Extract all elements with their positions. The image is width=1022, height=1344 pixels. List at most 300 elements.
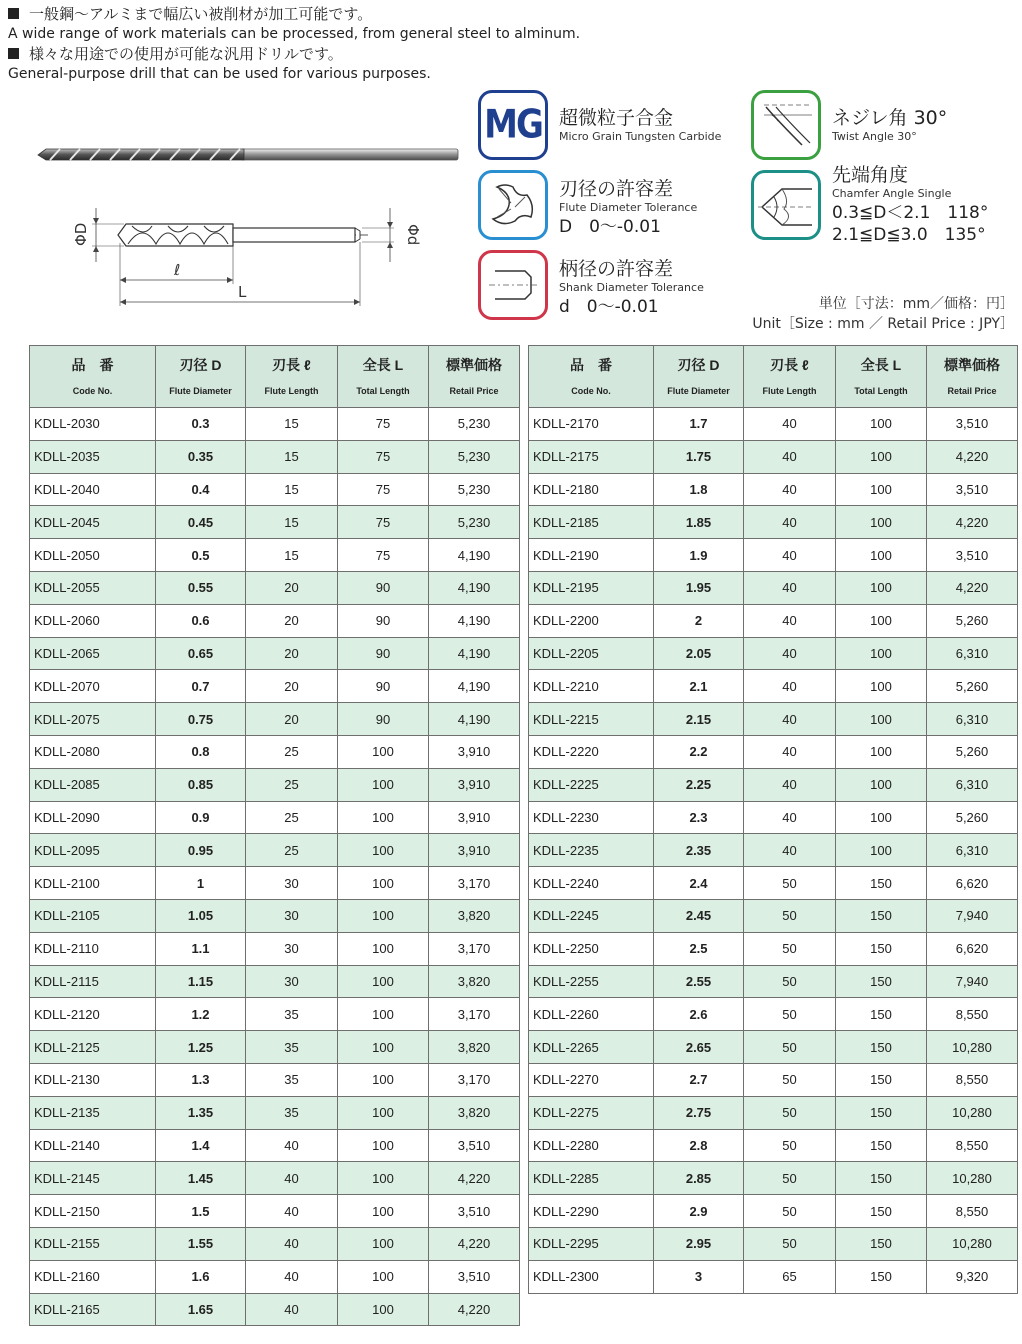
- table-row: [529, 867, 1018, 900]
- flute-length-cell: 35: [246, 1096, 338, 1129]
- total-length-cell: 100: [338, 1227, 429, 1260]
- code-cell: KDLL-2265: [529, 1031, 654, 1064]
- flute-diameter-cell: 2.35: [654, 834, 744, 867]
- flute-length-cell: 40: [744, 703, 836, 736]
- retail-price-cell: 10,280: [927, 1031, 1018, 1064]
- table-row: [30, 834, 520, 867]
- shank-tolerance-title-en: Shank Diameter Tolerance: [559, 281, 704, 294]
- retail-price-cell: 5,230: [429, 408, 520, 441]
- flute-length-label: ℓ: [174, 261, 181, 279]
- header-flute-diameter: 刃径 D Flute Diameter: [654, 346, 744, 408]
- total-length-cell: 100: [338, 1063, 429, 1096]
- code-cell: KDLL-2165: [30, 1293, 156, 1326]
- retail-price-cell: 3,910: [429, 768, 520, 801]
- table-row: [529, 1096, 1018, 1129]
- code-cell: KDLL-2190: [529, 539, 654, 572]
- retail-price-cell: 6,310: [927, 834, 1018, 867]
- flute-diameter-cell: 2.75: [654, 1096, 744, 1129]
- code-cell: KDLL-2050: [30, 539, 156, 572]
- flute-diameter-cell: 2.5: [654, 932, 744, 965]
- flute-length-cell: 50: [744, 867, 836, 900]
- total-length-cell: 100: [836, 703, 927, 736]
- table-header-row: [529, 346, 1018, 408]
- flute-length-cell: 50: [744, 965, 836, 998]
- code-cell: KDLL-2220: [529, 735, 654, 768]
- code-cell: KDLL-2180: [529, 473, 654, 506]
- intro-line2-jp: 様々な用途での使用が可能な汎用ドリルです。: [8, 44, 708, 64]
- flute-diameter-cell: 0.85: [156, 768, 246, 801]
- flute-diameter-cell: 1.85: [654, 506, 744, 539]
- total-length-cell: 100: [338, 801, 429, 834]
- flute-diameter-cell: 1.4: [156, 1129, 246, 1162]
- flute-diameter-cell: 2.15: [654, 703, 744, 736]
- twist-angle-icon: [754, 93, 818, 157]
- header-total-length: 全長 L Total Length: [836, 346, 927, 408]
- retail-price-cell: 4,220: [429, 1162, 520, 1195]
- retail-price-cell: 4,190: [429, 604, 520, 637]
- flute-diameter-cell: 2.55: [654, 965, 744, 998]
- chamfer-angle-title-jp: 先端角度: [832, 164, 909, 186]
- code-cell: KDLL-2170: [529, 408, 654, 441]
- table-row: [30, 604, 520, 637]
- table-row: [30, 998, 520, 1031]
- retail-price-cell: 5,260: [927, 604, 1018, 637]
- retail-price-cell: 4,190: [429, 637, 520, 670]
- code-cell: KDLL-2035: [30, 440, 156, 473]
- flute-diameter-cell: 0.4: [156, 473, 246, 506]
- table-row: [30, 571, 520, 604]
- code-cell: KDLL-2055: [30, 571, 156, 604]
- total-length-cell: 150: [836, 1260, 927, 1293]
- flute-length-cell: 15: [246, 506, 338, 539]
- code-cell: KDLL-2065: [30, 637, 156, 670]
- header-flute-diameter: 刃径 D Flute Diameter: [156, 346, 246, 408]
- table-row: [529, 637, 1018, 670]
- header-total-length: 全長 L Total Length: [338, 346, 429, 408]
- code-cell: KDLL-2160: [30, 1260, 156, 1293]
- price-table-left: [29, 345, 520, 1326]
- flute-diameter-cell: 1.1: [156, 932, 246, 965]
- total-length-cell: 100: [836, 604, 927, 637]
- twist-angle-badge: [751, 90, 821, 160]
- code-cell: KDLL-2280: [529, 1129, 654, 1162]
- table-row: [529, 506, 1018, 539]
- code-cell: KDLL-2275: [529, 1096, 654, 1129]
- retail-price-cell: 8,550: [927, 998, 1018, 1031]
- flute-length-cell: 40: [744, 408, 836, 441]
- retail-price-cell: 5,260: [927, 735, 1018, 768]
- flute-length-cell: 30: [246, 899, 338, 932]
- flute-length-cell: 25: [246, 768, 338, 801]
- total-length-cell: 100: [338, 1096, 429, 1129]
- flute-length-cell: 15: [246, 440, 338, 473]
- code-cell: KDLL-2215: [529, 703, 654, 736]
- flute-length-cell: 35: [246, 1063, 338, 1096]
- flute-length-cell: 40: [744, 735, 836, 768]
- flute-length-cell: 15: [246, 408, 338, 441]
- header-retail-price: 標準価格 Retail Price: [429, 346, 520, 408]
- total-length-cell: 150: [836, 1063, 927, 1096]
- total-length-cell: 90: [338, 670, 429, 703]
- flute-diameter-cell: 1.65: [156, 1293, 246, 1326]
- code-cell: KDLL-2040: [30, 473, 156, 506]
- flute-length-cell: 30: [246, 932, 338, 965]
- unit-note-jp: 単位［寸法：mm／価格：円］: [818, 296, 1014, 312]
- code-cell: KDLL-2140: [30, 1129, 156, 1162]
- flute-length-cell: 50: [744, 1162, 836, 1195]
- table-row: [529, 408, 1018, 441]
- code-cell: KDLL-2225: [529, 768, 654, 801]
- retail-price-cell: 10,280: [927, 1227, 1018, 1260]
- retail-price-cell: 4,190: [429, 571, 520, 604]
- table-row: [529, 571, 1018, 604]
- code-cell: KDLL-2110: [30, 932, 156, 965]
- retail-price-cell: 4,220: [927, 440, 1018, 473]
- table-row: [30, 965, 520, 998]
- retail-price-cell: 5,260: [927, 801, 1018, 834]
- retail-price-cell: 10,280: [927, 1096, 1018, 1129]
- chamfer-angle-title-en: Chamfer Angle Single: [832, 187, 952, 200]
- code-cell: KDLL-2205: [529, 637, 654, 670]
- total-length-cell: 100: [338, 1162, 429, 1195]
- total-length-cell: 100: [338, 1195, 429, 1228]
- flute-length-cell: 40: [246, 1227, 338, 1260]
- total-length-cell: 150: [836, 867, 927, 900]
- flute-diameter-cell: 1.25: [156, 1031, 246, 1064]
- flute-length-cell: 40: [744, 768, 836, 801]
- flute-length-cell: 50: [744, 1195, 836, 1228]
- total-length-cell: 100: [338, 932, 429, 965]
- total-length-cell: 100: [338, 768, 429, 801]
- total-length-cell: 150: [836, 1096, 927, 1129]
- total-length-cell: 100: [836, 768, 927, 801]
- retail-price-cell: 7,940: [927, 965, 1018, 998]
- total-length-cell: 75: [338, 473, 429, 506]
- total-length-cell: 150: [836, 1031, 927, 1064]
- header-flute-length: 刃長 ℓ Flute Length: [744, 346, 836, 408]
- retail-price-cell: 3,510: [429, 1129, 520, 1162]
- flute-diameter-cell: 1.55: [156, 1227, 246, 1260]
- code-cell: KDLL-2200: [529, 604, 654, 637]
- table-row: [30, 1260, 520, 1293]
- total-length-label: L: [238, 283, 247, 301]
- table-row: [30, 867, 520, 900]
- retail-price-cell: 5,230: [429, 473, 520, 506]
- table-row: [529, 1195, 1018, 1228]
- flute-length-cell: 20: [246, 571, 338, 604]
- total-length-cell: 150: [836, 899, 927, 932]
- intro-block: [8, 4, 708, 84]
- mg-title-en: Micro Grain Tungsten Carbide: [559, 130, 722, 143]
- total-length-cell: 150: [836, 1162, 927, 1195]
- total-length-cell: 150: [836, 965, 927, 998]
- chamfer-angle-badge: [751, 170, 821, 240]
- table-row: [30, 1195, 520, 1228]
- table-row: [529, 604, 1018, 637]
- flute-length-cell: 50: [744, 1129, 836, 1162]
- flute-diameter-cell: 2.3: [654, 801, 744, 834]
- retail-price-cell: 3,820: [429, 1031, 520, 1064]
- flute-diameter-cell: 0.95: [156, 834, 246, 867]
- total-length-cell: 100: [338, 998, 429, 1031]
- table-row: [30, 539, 520, 572]
- flute-diameter-cell: 1.3: [156, 1063, 246, 1096]
- total-length-cell: 75: [338, 440, 429, 473]
- mg-title-jp: 超微粒子合金: [559, 107, 674, 129]
- shank-tolerance-badge: [478, 250, 548, 320]
- price-table-right: [528, 345, 1018, 1294]
- table-row: [30, 735, 520, 768]
- retail-price-cell: 3,510: [927, 408, 1018, 441]
- flute-diameter-cell: 0.45: [156, 506, 246, 539]
- retail-price-cell: 4,190: [429, 539, 520, 572]
- flute-length-cell: 50: [744, 899, 836, 932]
- table-row: [529, 932, 1018, 965]
- table-row: [30, 932, 520, 965]
- code-cell: KDLL-2070: [30, 670, 156, 703]
- flute-length-cell: 40: [744, 604, 836, 637]
- retail-price-cell: 4,220: [927, 571, 1018, 604]
- retail-price-cell: 7,940: [927, 899, 1018, 932]
- table-row: [529, 1162, 1018, 1195]
- code-cell: KDLL-2080: [30, 735, 156, 768]
- mg-badge: [478, 90, 548, 160]
- retail-price-cell: 4,220: [429, 1227, 520, 1260]
- code-cell: KDLL-2175: [529, 440, 654, 473]
- flute-diameter-cell: 0.8: [156, 735, 246, 768]
- flute-length-cell: 40: [744, 440, 836, 473]
- flute-tolerance-title-jp: 刃径の許容差: [559, 178, 674, 200]
- flute-diameter-cell: 0.9: [156, 801, 246, 834]
- shank-tolerance-title-jp: 柄径の許容差: [559, 258, 674, 280]
- retail-price-cell: 3,910: [429, 834, 520, 867]
- flute-length-cell: 40: [246, 1293, 338, 1326]
- code-cell: KDLL-2245: [529, 899, 654, 932]
- flute-length-cell: 65: [744, 1260, 836, 1293]
- flute-length-cell: 50: [744, 1096, 836, 1129]
- retail-price-cell: 6,310: [927, 768, 1018, 801]
- retail-price-cell: 3,510: [927, 539, 1018, 572]
- header-retail-price: 標準価格 Retail Price: [927, 346, 1018, 408]
- code-cell: KDLL-2210: [529, 670, 654, 703]
- flute-length-cell: 50: [744, 998, 836, 1031]
- flute-length-cell: 15: [246, 539, 338, 572]
- code-cell: KDLL-2115: [30, 965, 156, 998]
- total-length-cell: 100: [836, 408, 927, 441]
- table-row: [529, 1129, 1018, 1162]
- code-cell: KDLL-2105: [30, 899, 156, 932]
- retail-price-cell: 9,320: [927, 1260, 1018, 1293]
- total-length-cell: 100: [836, 801, 927, 834]
- total-length-cell: 100: [836, 834, 927, 867]
- total-length-cell: 100: [836, 670, 927, 703]
- chamfer-angle-value-1: 0.3≦D＜2.1 118°: [832, 203, 989, 223]
- flute-diameter-cell: 2.2: [654, 735, 744, 768]
- flute-length-cell: 20: [246, 703, 338, 736]
- flute-length-cell: 40: [744, 637, 836, 670]
- retail-price-cell: 6,310: [927, 637, 1018, 670]
- code-cell: KDLL-2270: [529, 1063, 654, 1096]
- table-row: [30, 1096, 520, 1129]
- bullet-square-icon: [8, 8, 19, 19]
- table-row: [30, 703, 520, 736]
- table-row: [30, 1293, 520, 1326]
- table-row: [529, 539, 1018, 572]
- total-length-cell: 100: [338, 965, 429, 998]
- bullet-square-icon: [8, 48, 19, 59]
- retail-price-cell: 5,230: [429, 506, 520, 539]
- code-cell: KDLL-2125: [30, 1031, 156, 1064]
- retail-price-cell: 3,820: [429, 1096, 520, 1129]
- flute-length-cell: 35: [246, 998, 338, 1031]
- flute-length-cell: 40: [246, 1162, 338, 1195]
- table-row: [529, 1063, 1018, 1096]
- total-length-cell: 150: [836, 1129, 927, 1162]
- flute-length-cell: 15: [246, 473, 338, 506]
- table-row: [529, 834, 1018, 867]
- code-cell: KDLL-2075: [30, 703, 156, 736]
- code-cell: KDLL-2300: [529, 1260, 654, 1293]
- flute-length-cell: 40: [744, 670, 836, 703]
- retail-price-cell: 3,510: [927, 473, 1018, 506]
- flute-diameter-cell: 0.5: [156, 539, 246, 572]
- code-cell: KDLL-2045: [30, 506, 156, 539]
- table-row: [529, 899, 1018, 932]
- table-row: [30, 408, 520, 441]
- dia-label: ΦD: [72, 222, 90, 246]
- flute-diameter-cell: 0.35: [156, 440, 246, 473]
- total-length-cell: 90: [338, 604, 429, 637]
- code-cell: KDLL-2060: [30, 604, 156, 637]
- retail-price-cell: 10,280: [927, 1162, 1018, 1195]
- table-row: [529, 768, 1018, 801]
- table-row: [30, 506, 520, 539]
- table-row: [30, 670, 520, 703]
- code-cell: KDLL-2090: [30, 801, 156, 834]
- table-row: [30, 1031, 520, 1064]
- code-cell: KDLL-2135: [30, 1096, 156, 1129]
- total-length-cell: 75: [338, 506, 429, 539]
- flute-diameter-cell: 1.45: [156, 1162, 246, 1195]
- flute-cross-section-icon: [481, 173, 545, 237]
- flute-diameter-cell: 2.7: [654, 1063, 744, 1096]
- flute-diameter-cell: 1.95: [654, 571, 744, 604]
- code-cell: KDLL-2095: [30, 834, 156, 867]
- retail-price-cell: 6,620: [927, 932, 1018, 965]
- table-row: [529, 703, 1018, 736]
- code-cell: KDLL-2230: [529, 801, 654, 834]
- flute-tolerance-title-en: Flute Diameter Tolerance: [559, 201, 698, 214]
- flute-length-cell: 40: [744, 539, 836, 572]
- chamfer-angle-icon: [754, 173, 818, 237]
- retail-price-cell: 3,820: [429, 965, 520, 998]
- retail-price-cell: 4,190: [429, 670, 520, 703]
- flute-length-cell: 40: [744, 801, 836, 834]
- total-length-cell: 100: [338, 1260, 429, 1293]
- table-row: [529, 801, 1018, 834]
- table-row: [529, 670, 1018, 703]
- flute-diameter-cell: 0.75: [156, 703, 246, 736]
- total-length-cell: 100: [338, 867, 429, 900]
- retail-price-cell: 8,550: [927, 1129, 1018, 1162]
- retail-price-cell: 8,550: [927, 1063, 1018, 1096]
- flute-diameter-cell: 1.05: [156, 899, 246, 932]
- shank-label: Φd: [404, 224, 422, 246]
- retail-price-cell: 3,510: [429, 1260, 520, 1293]
- chamfer-angle-value-2: 2.1≦D≦3.0 135°: [832, 225, 986, 245]
- total-length-cell: 100: [338, 1031, 429, 1064]
- retail-price-cell: 4,220: [429, 1293, 520, 1326]
- flute-length-cell: 40: [744, 834, 836, 867]
- flute-diameter-cell: 1.6: [156, 1260, 246, 1293]
- flute-length-cell: 50: [744, 1063, 836, 1096]
- flute-diameter-cell: 1.7: [654, 408, 744, 441]
- flute-diameter-cell: 0.6: [156, 604, 246, 637]
- flute-diameter-cell: 2.65: [654, 1031, 744, 1064]
- table-row: [30, 1227, 520, 1260]
- code-cell: KDLL-2150: [30, 1195, 156, 1228]
- flute-diameter-cell: 2.1: [654, 670, 744, 703]
- flute-diameter-cell: 1: [156, 867, 246, 900]
- total-length-cell: 90: [338, 637, 429, 670]
- flute-length-cell: 20: [246, 604, 338, 637]
- flute-length-cell: 40: [246, 1260, 338, 1293]
- retail-price-cell: 3,170: [429, 932, 520, 965]
- retail-price-cell: 8,550: [927, 1195, 1018, 1228]
- retail-price-cell: 4,220: [927, 506, 1018, 539]
- table-row: [30, 1129, 520, 1162]
- flute-length-cell: 20: [246, 637, 338, 670]
- retail-price-cell: 6,310: [927, 703, 1018, 736]
- table-row: [529, 735, 1018, 768]
- retail-price-cell: 3,820: [429, 899, 520, 932]
- retail-price-cell: 3,170: [429, 1063, 520, 1096]
- table-row: [529, 440, 1018, 473]
- flute-length-cell: 40: [246, 1195, 338, 1228]
- code-cell: KDLL-2290: [529, 1195, 654, 1228]
- total-length-cell: 100: [338, 1129, 429, 1162]
- flute-diameter-cell: 2.85: [654, 1162, 744, 1195]
- flute-length-cell: 25: [246, 801, 338, 834]
- table-header-row: [30, 346, 520, 408]
- table-row: [30, 899, 520, 932]
- mg-badge-text: MG: [484, 102, 542, 148]
- flute-tolerance-badge: [478, 170, 548, 240]
- total-length-cell: 75: [338, 408, 429, 441]
- flute-diameter-cell: 2.95: [654, 1227, 744, 1260]
- code-cell: KDLL-2130: [30, 1063, 156, 1096]
- flute-length-cell: 25: [246, 735, 338, 768]
- total-length-cell: 100: [836, 637, 927, 670]
- flute-length-cell: 40: [246, 1129, 338, 1162]
- flute-length-cell: 40: [744, 571, 836, 604]
- table-row: [529, 1260, 1018, 1293]
- code-cell: KDLL-2260: [529, 998, 654, 1031]
- flute-diameter-cell: 3: [654, 1260, 744, 1293]
- table-row: [30, 1063, 520, 1096]
- shank-profile-icon: [481, 253, 545, 317]
- flute-length-cell: 25: [246, 834, 338, 867]
- flute-diameter-cell: 2.9: [654, 1195, 744, 1228]
- shank-tolerance-value: d 0～-0.01: [559, 297, 659, 317]
- total-length-cell: 75: [338, 539, 429, 572]
- flute-diameter-cell: 1.75: [654, 440, 744, 473]
- retail-price-cell: 5,230: [429, 440, 520, 473]
- drill-dimension-diagram: [68, 198, 438, 316]
- code-cell: KDLL-2100: [30, 867, 156, 900]
- flute-length-cell: 35: [246, 1031, 338, 1064]
- flute-diameter-cell: 1.35: [156, 1096, 246, 1129]
